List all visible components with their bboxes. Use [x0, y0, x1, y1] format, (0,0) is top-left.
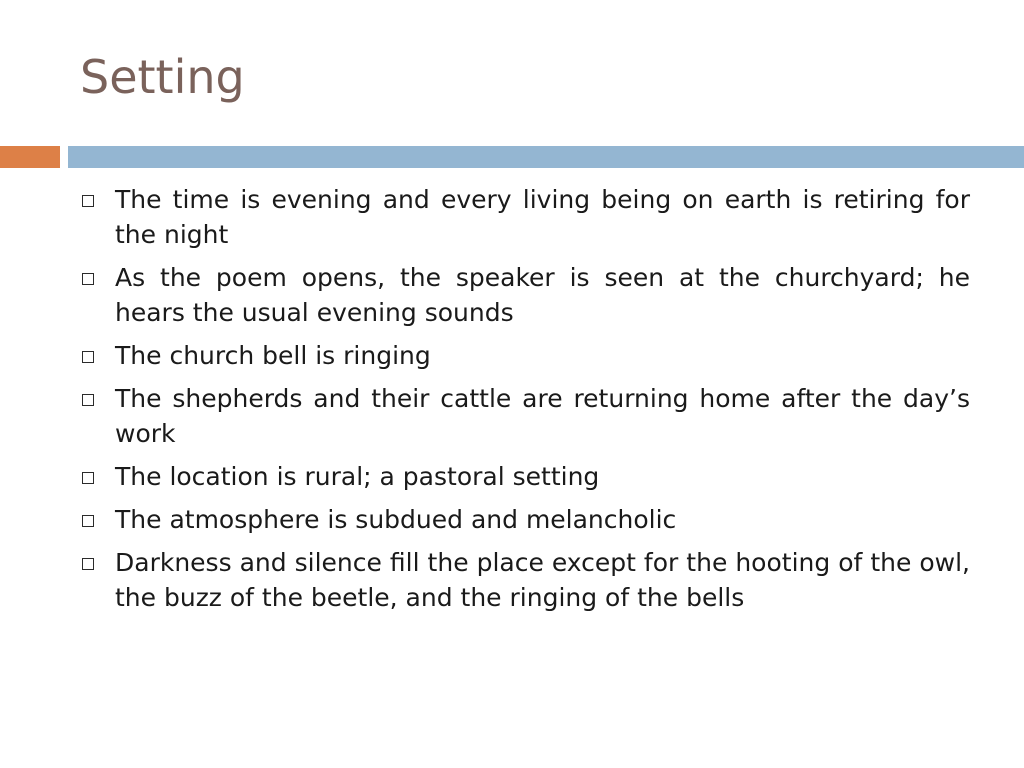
bullet-list — [78, 182, 970, 623]
bullet-text: As the poem opens, the speaker is seen at the churchyard; he hears the usual evening sounds — [115, 263, 970, 327]
slide-title: Setting — [80, 50, 245, 104]
bullet-item — [78, 260, 970, 330]
bullet-text: The atmosphere is subdued and melancholic — [115, 505, 677, 534]
bullet-item — [78, 502, 970, 537]
bullet-text: The location is rural; a pastoral setting — [115, 462, 600, 491]
square-bullet-icon — [82, 394, 94, 406]
bullet-item — [78, 338, 970, 373]
bullet-text: The time is evening and every living being on earth is retiring for the night — [115, 185, 970, 249]
square-bullet-icon — [82, 195, 94, 207]
bullet-text: The shepherds and their cattle are returning home after the day’s work — [115, 384, 970, 448]
square-bullet-icon — [82, 351, 94, 363]
bullet-item — [78, 545, 970, 615]
bullet-text: Darkness and silence fill the place except for the hooting of the owl, the buzz of the beetle, and the ringing of the bells — [115, 548, 970, 612]
bullet-item — [78, 381, 970, 451]
square-bullet-icon — [82, 515, 94, 527]
bullet-item — [78, 182, 970, 252]
square-bullet-icon — [82, 472, 94, 484]
accent-bar-blue — [68, 146, 1024, 168]
square-bullet-icon — [82, 273, 94, 285]
bullet-item — [78, 459, 970, 494]
accent-bar-orange — [0, 146, 60, 168]
square-bullet-icon — [82, 558, 94, 570]
bullet-text: The church bell is ringing — [115, 341, 431, 370]
